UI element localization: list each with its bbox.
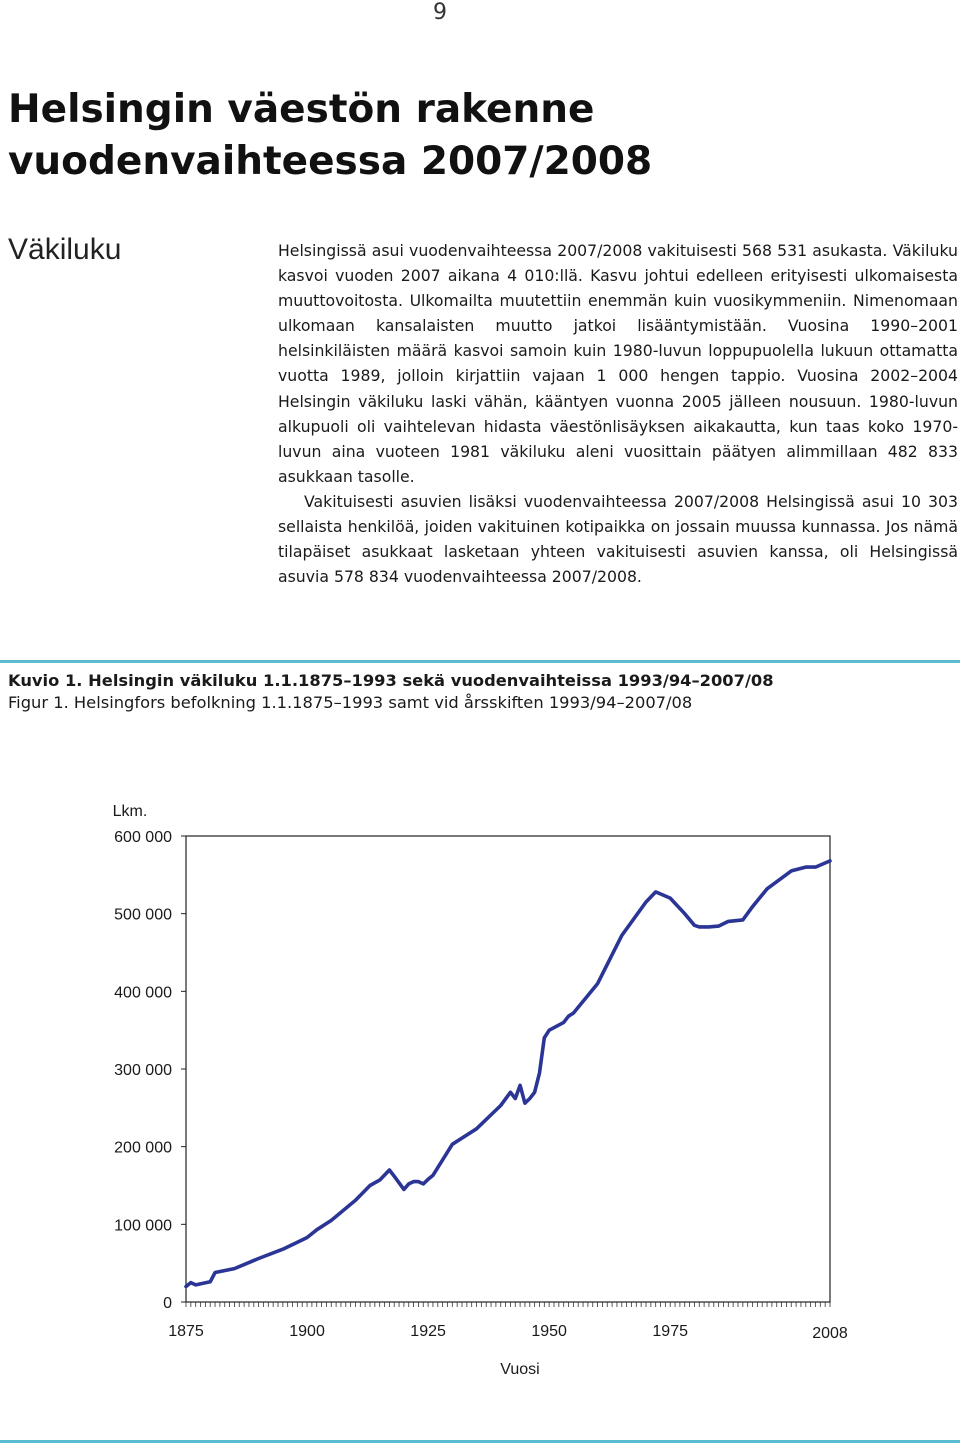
x-tick-label: 1925 <box>410 1323 446 1340</box>
page-title <box>8 84 948 188</box>
page-number: 9 <box>433 0 447 25</box>
x-tick-label: 2008 <box>812 1325 848 1342</box>
y-tick-label: 100 000 <box>114 1217 172 1235</box>
population-line-chart <box>0 790 960 1390</box>
x-axis-label: Vuosi <box>500 1361 540 1378</box>
section-heading: Väkiluku <box>8 233 122 266</box>
body-paragraph-1: Helsingissä asui vuodenvaihteessa 2007/2008 vakituisesti 568 531 asukasta. Väkiluku kasvoi vuoden 2007 aikana 4 010:llä. Kasvu johtui edelleen erityisesti ulkomaisesta muuttovoitosta. Ulkomailta muutettiin enemmän kuin vuosikymmeniin. Nimenomaan ulkomaan kansalaisten muutto jatkoi lisääntymistään. Vuosina 1990–2001 helsinkiläisten määrä kasvoi samoin kuin 1980-luvun loppupuolella lukuun ottamatta vuotta 1989, jolloin kirjattiin vajaan 1 000 hengen tappio. Vuosina 2002–2004 Helsingin väkiluku laski vähän, kääntyen vuonna 2005 jälleen nousuun. 1980-luvun alkupuoli oli vaihtelevan hidasta väestönlisäyksen aikakautta, kun taas koko 1970-luvun aina vuoteen 1981 väkiluku aleni vuosittain päätyen alimmillaan 482 833 asukkaan tasolle. <box>278 241 958 486</box>
y-tick-label: 600 000 <box>114 829 172 846</box>
page-title-line-1: Helsingin väestön rakenne <box>8 87 595 132</box>
figure-caption <box>8 670 948 714</box>
x-tick-label: 1950 <box>531 1323 567 1340</box>
caption-divider-top <box>0 660 960 663</box>
y-tick-label: 400 000 <box>114 984 172 1002</box>
y-axis-label: Lkm. <box>112 803 148 820</box>
figure-caption-swedish: Figur 1. Helsingfors befolkning 1.1.1875–1993 samt vid årsskiften 1993/94–2007/08 <box>8 693 693 712</box>
y-tick-label: 300 000 <box>114 1062 172 1079</box>
x-tick-label: 1875 <box>168 1323 204 1340</box>
y-tick-label: 200 000 <box>114 1139 172 1157</box>
figure-caption-finnish: Kuvio 1. Helsingin väkiluku 1.1.1875–1993 sekä vuodenvaihteissa 1993/94–2007/08 <box>8 671 774 690</box>
population-series-line <box>186 861 830 1287</box>
y-tick-label: 0 <box>163 1295 172 1312</box>
page-divider-bottom <box>0 1440 960 1443</box>
page-title-line-2: vuodenvaihteessa 2007/2008 <box>8 139 653 184</box>
y-tick-label: 500 000 <box>114 906 172 924</box>
plot-frame <box>186 836 830 1302</box>
body-paragraph-2: Vakituisesti asuvien lisäksi vuodenvaihteessa 2007/2008 Helsingissä asui 10 303 sellaista henkilöä, joiden vakituinen kotipaikka on jossain muussa kunnassa. Jos nämä tilapäiset asukkaat lasketaan yhteen vakituisesti asuvien kanssa, oli Helsingissä asuvia 578 834 vuodenvaihteessa 2007/2008. <box>278 491 958 587</box>
body-text <box>278 238 958 589</box>
x-tick-label: 1975 <box>652 1323 689 1340</box>
x-tick-label: 1900 <box>289 1323 325 1340</box>
